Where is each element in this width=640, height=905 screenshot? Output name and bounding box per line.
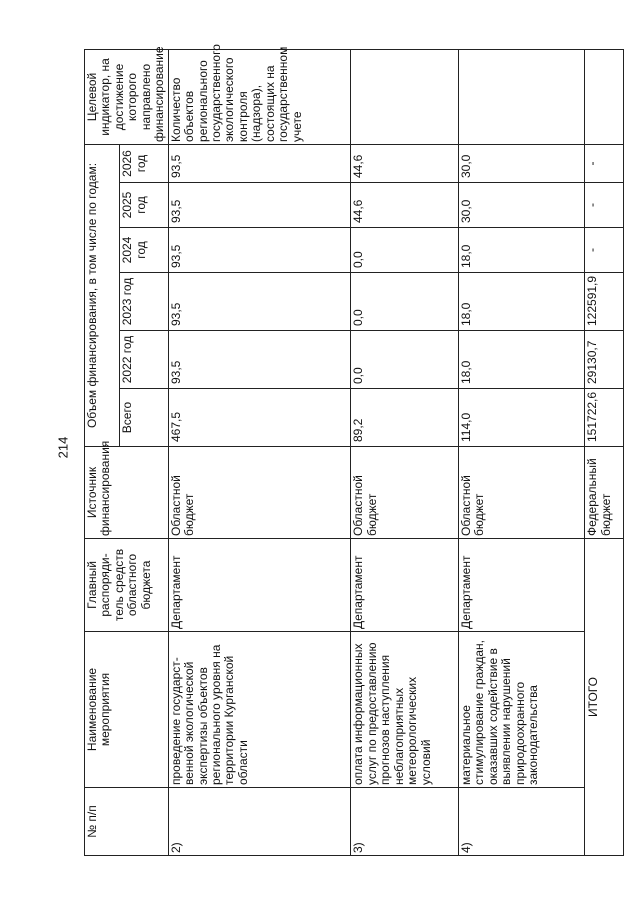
cell-source: Областной бюджет [458,447,585,539]
cell-2022: 93,5 [168,331,351,389]
header-year-2022: 2022 год [120,331,168,389]
cell-target: Количество объектов регионального государственного экологического контроля (надзора), состоящих на государственном учете [168,49,351,144]
cell-2026: 44,6 [351,144,458,182]
table-row [351,49,458,855]
cell-2024: 0,0 [351,228,458,273]
cell-2025: 93,5 [168,183,351,228]
cell-2025: 30,0 [458,183,585,228]
total-2024: - [585,228,623,273]
table-row [168,49,351,855]
cell-2023: 0,0 [351,273,458,331]
header-name: Наименование мероприятия [85,632,169,788]
total-2023: 122591,9 [585,273,623,331]
cell-num: 3) [351,788,458,856]
cell-name: оплата информационных услуг по предоставлению прогнозов наступления неблагоприятных метеорологических условий [351,632,458,788]
cell-2023: 93,5 [168,273,351,331]
cell-num: 4) [458,788,585,856]
header-num: № п/п [85,788,169,856]
table-row [458,49,585,855]
cell-num: 2) [168,788,351,856]
cell-total: 89,2 [351,389,458,447]
cell-name: проведение государст-венной экологической экспертизы объектов регионального уровня на территории Курганской области [168,632,351,788]
cell-manager: Департамент [168,539,351,632]
cell-2022: 18,0 [458,331,585,389]
header-target: Целевой индикатор, на достижение которого направлено финансирование [85,49,169,144]
cell-2025: 44,6 [351,183,458,228]
header-source: Источник финансирования [85,447,169,539]
cell-name: материальное стимулирование граждан, оказавших содействие в выявлении нарушений природоохранного законодательства [458,632,585,788]
cell-source: Областной бюджет [351,447,458,539]
total-2025: - [585,183,623,228]
header-manager: Главный распоряди-тель средств областного бюджета [85,539,169,632]
total-row [585,49,623,855]
financing-table [84,44,624,856]
header-year-2023: 2023 год [120,273,168,331]
total-source: Федеральный бюджет [585,447,623,539]
cell-2022: 0,0 [351,331,458,389]
page-number: 214 [55,436,71,459]
cell-2023: 18,0 [458,273,585,331]
cell-2024: 18,0 [458,228,585,273]
cell-target [458,49,585,144]
cell-manager: Департамент [458,539,585,632]
header-total: Всего [120,389,168,447]
cell-2026: 30,0 [458,144,585,182]
total-target [585,49,623,144]
header-volume: Объем финансирования, в том числе по годам: [85,144,120,446]
cell-2024: 93,5 [168,228,351,273]
total-2022: 29130,7 [585,331,623,389]
total-label: ИТОГО [585,539,623,856]
cell-manager: Департамент [351,539,458,632]
header-year-2025: 2025 год [120,183,168,228]
total-sum: 151722,6 [585,389,623,447]
header-year-2024: 2024 год [120,228,168,273]
total-2026: - [585,144,623,182]
cell-total: 114,0 [458,389,585,447]
cell-target [351,49,458,144]
cell-source: Областной бюджет [168,447,351,539]
cell-total: 467,5 [168,389,351,447]
rotated-page [84,44,616,856]
cell-2026: 93,5 [168,144,351,182]
header-year-2026: 2026 год [120,144,168,182]
